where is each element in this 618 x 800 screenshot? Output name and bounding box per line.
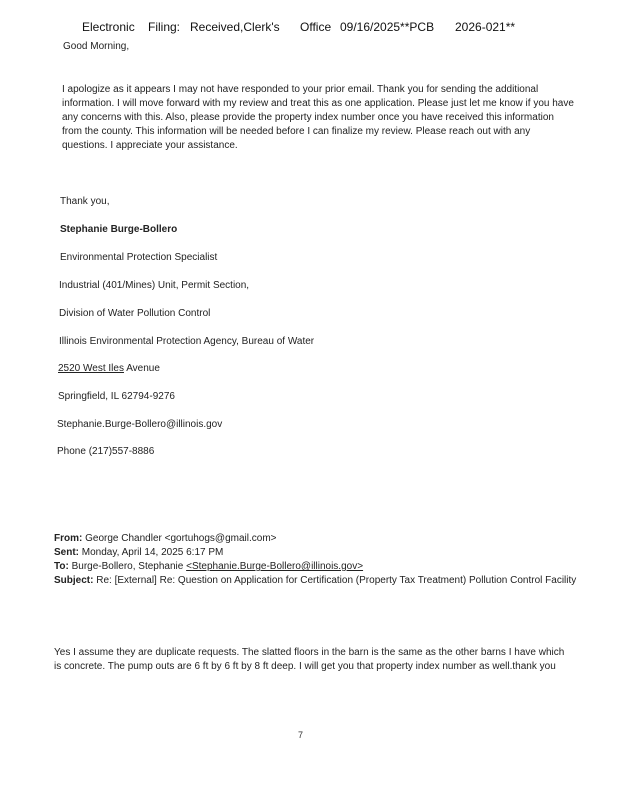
reply-paragraph: Yes I assume they are duplicate requests. The slatted floors in the barn is the same as the other barns I have which is concrete. The pump outs are 6 ft by 6 ft by 8 ft deep. I will get you that property index number as well.thank you xyxy=(54,647,565,672)
signature-division: Division of Water Pollution Control xyxy=(59,308,211,319)
email-header xyxy=(54,532,584,588)
to-label: To: xyxy=(54,561,69,572)
subject-value: Re: [External] Re: Question on Application for Certification (Property Tax Treatment) Pollution Control Facility xyxy=(96,575,577,586)
stamp-part: Received,Clerk's xyxy=(190,20,280,34)
from-value: George Chandler <gortuhogs@gmail.com> xyxy=(85,533,277,544)
efiling-stamp xyxy=(0,20,618,36)
signature-unit: Industrial (401/Mines) Unit, Permit Section, xyxy=(59,280,250,291)
to-email-link[interactable]: <Stephanie.Burge-Bollero@illinois.gov> xyxy=(186,561,364,572)
message-paragraph: I apologize as it appears I may not have responded to your prior email. Thank you for sending the additional information. I will move forward with my review and treat this as one application. Please just let me know if you have any concerns with this. Also, please provide the property index number once you have received this information from the county. This information will be needed before I can finalize my review. Please reach out with any questions. I appreciate your assistance. xyxy=(62,84,574,151)
sent-value: Monday, April 14, 2025 6:17 PM xyxy=(81,547,224,558)
greeting: Good Morning, xyxy=(63,41,130,52)
stamp-part: Office xyxy=(300,20,332,34)
header-subject xyxy=(54,574,584,588)
signature-title: Environmental Protection Specialist xyxy=(60,252,218,263)
signature-agency: Illinois Environmental Protection Agency, Bureau of Water xyxy=(59,336,315,347)
street-link[interactable]: 2520 West Iles xyxy=(58,363,124,374)
closing: Thank you, xyxy=(60,196,110,207)
stamp-part: 09/16/2025**PCB xyxy=(340,20,435,34)
to-name: Burge-Bollero, Stephanie xyxy=(71,561,187,572)
stamp-part: Filing: xyxy=(148,20,181,34)
signature-city: Springfield, IL 62794-9276 xyxy=(58,391,175,402)
page-number: 7 xyxy=(298,730,304,740)
stamp-part: Electronic xyxy=(82,20,135,34)
stamp-part: 2026-021** xyxy=(455,20,516,34)
sent-label: Sent: xyxy=(54,547,79,558)
signature-phone: Phone (217)557-8886 xyxy=(57,446,155,457)
header-sent xyxy=(54,546,584,560)
header-to xyxy=(54,560,584,574)
from-label: From: xyxy=(54,533,83,544)
signature-name: Stephanie Burge-Bollero xyxy=(60,224,178,235)
header-from xyxy=(54,532,584,546)
signature-email[interactable]: Stephanie.Burge-Bollero@illinois.gov xyxy=(57,419,223,430)
street-suffix: Avenue xyxy=(123,363,160,374)
signature-street xyxy=(58,362,160,376)
subject-label: Subject: xyxy=(54,575,94,586)
